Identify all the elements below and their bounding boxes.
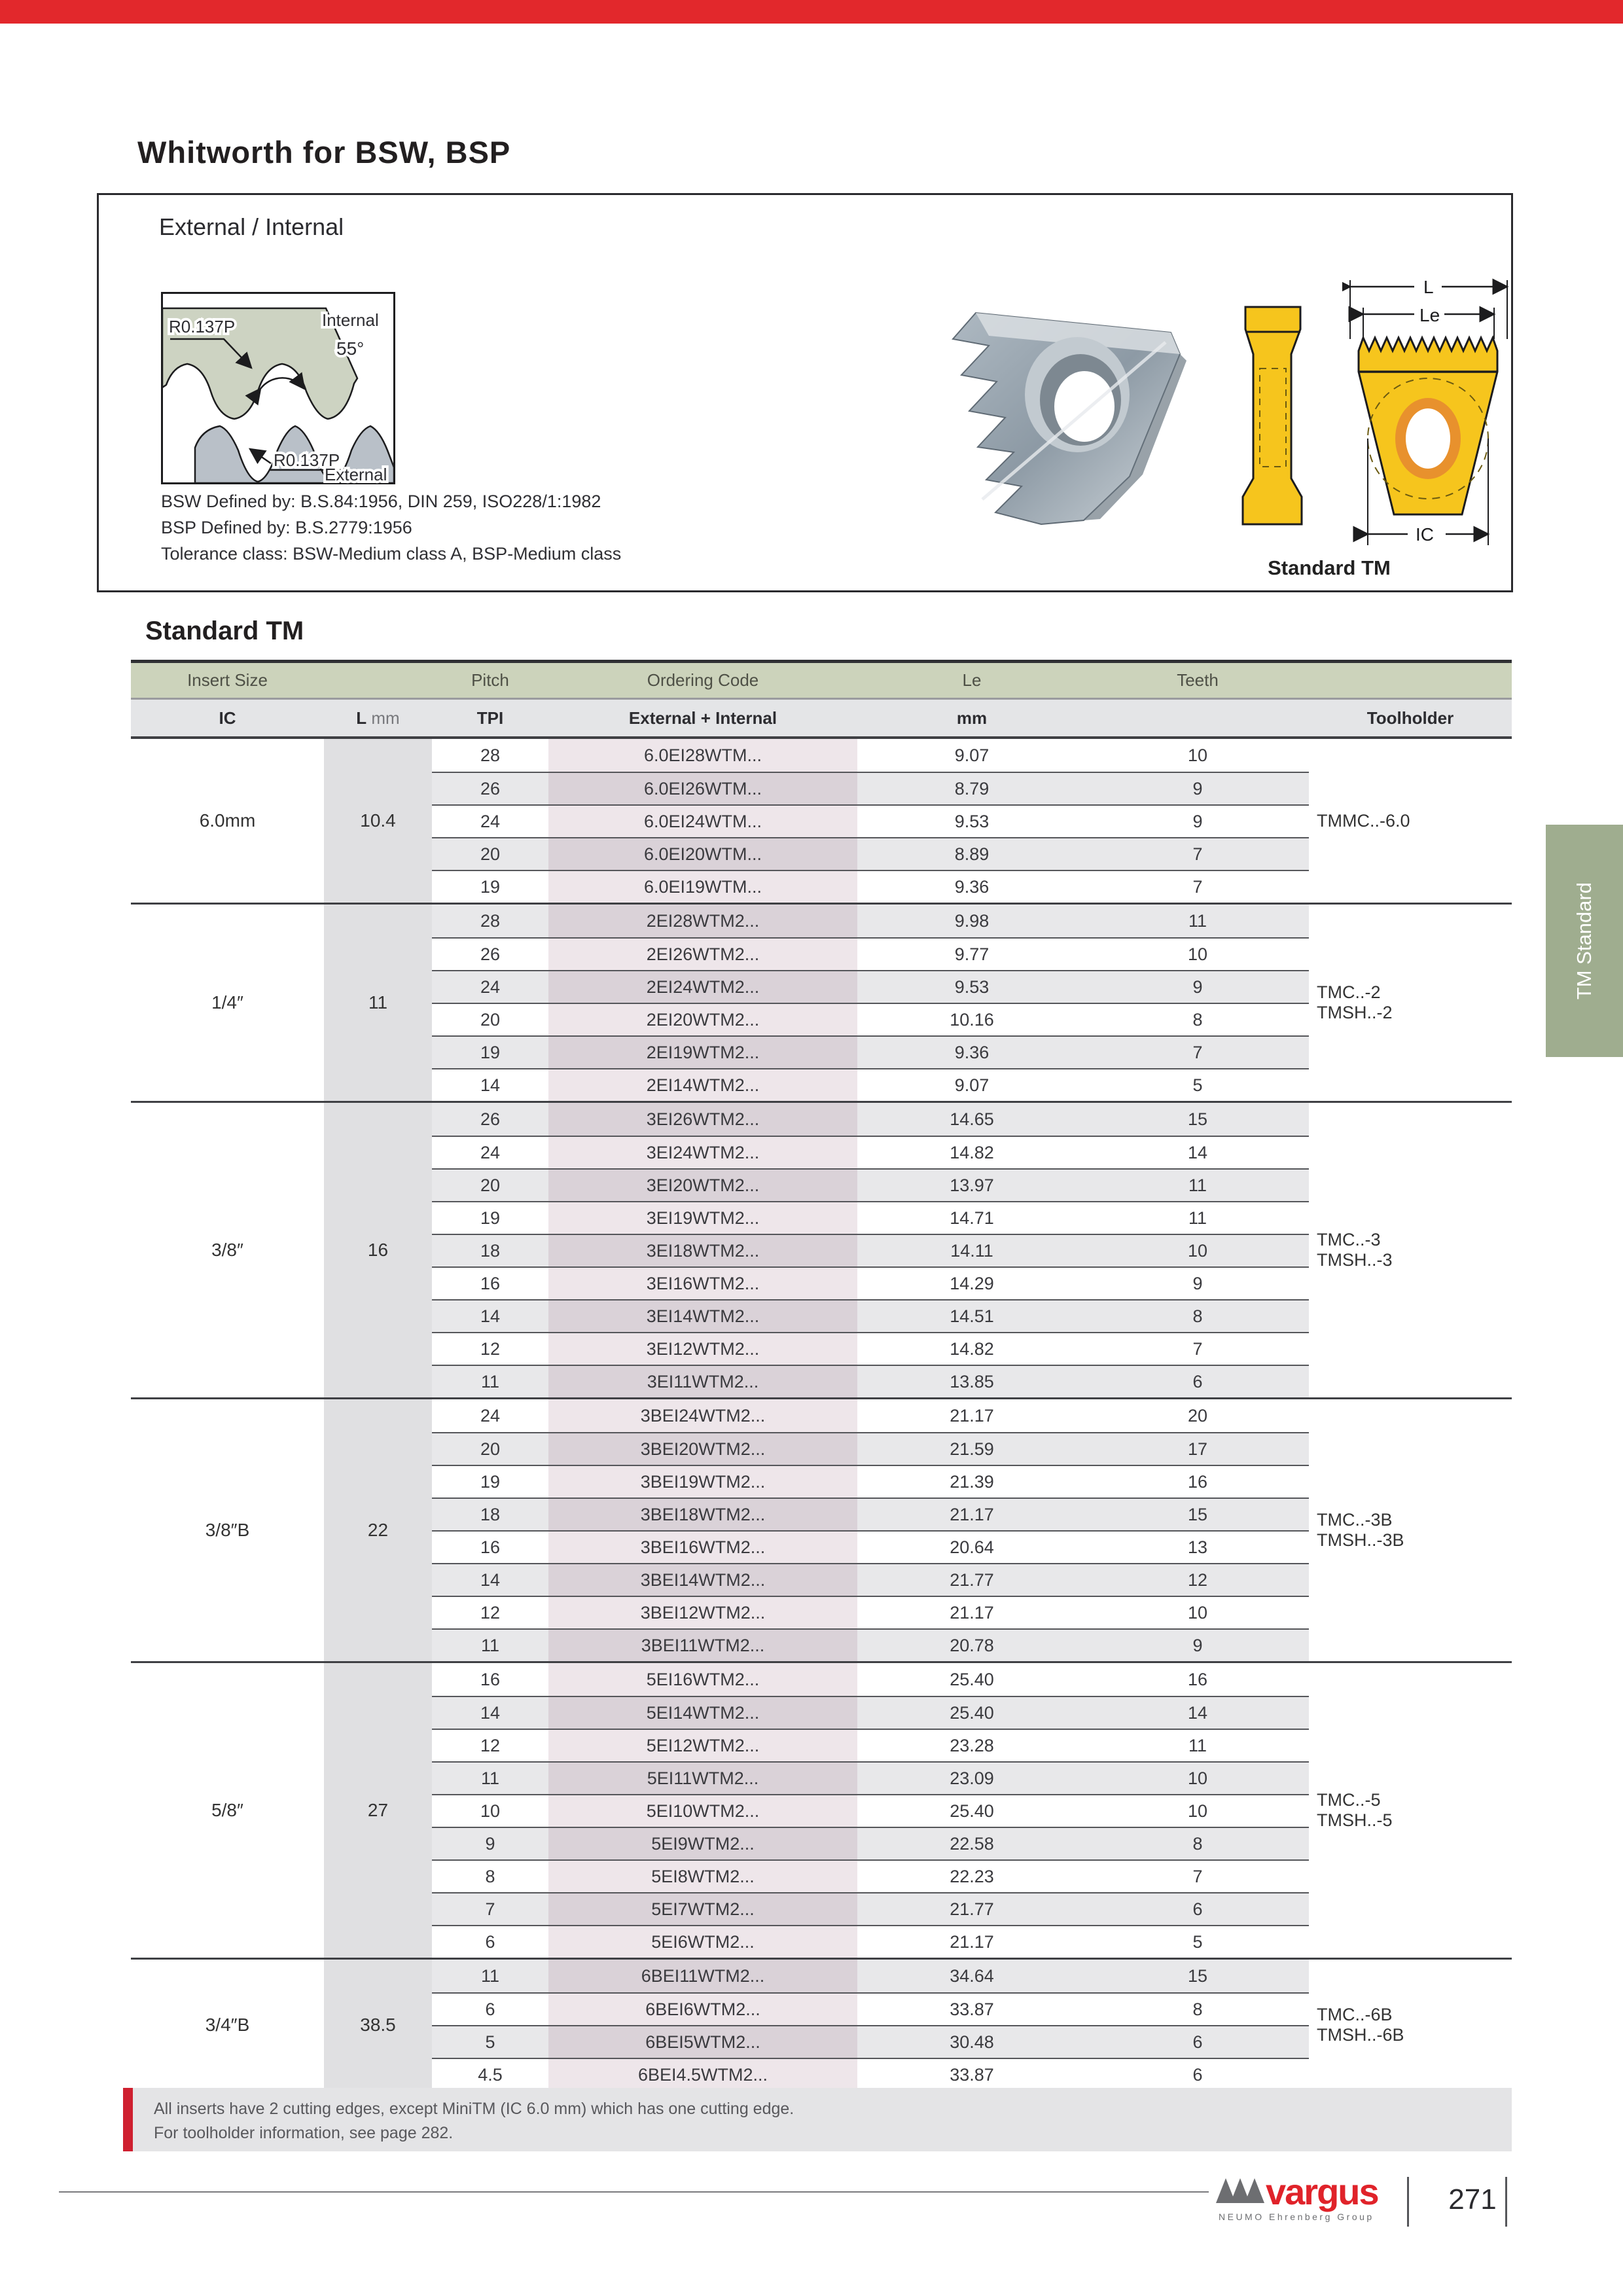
- side-tab-label: TM Standard: [1573, 882, 1596, 1000]
- le-cell: 10.16: [950, 1009, 994, 1030]
- ordering-code-cell: 5EI16WTM2...: [548, 1663, 857, 1696]
- insert-front-view: [1342, 274, 1519, 555]
- toolholder-cell: [1309, 1399, 1512, 1661]
- col-teeth: Teeth: [1177, 670, 1219, 690]
- top-red-bar: [0, 0, 1623, 24]
- table-row: [432, 1892, 1309, 1925]
- toolholder-line: TMSH..-2: [1317, 1003, 1393, 1022]
- tpi-cell: 26: [480, 778, 501, 798]
- tpi-cell: 26: [480, 1109, 501, 1129]
- toolholder-cell: [1309, 1663, 1512, 1958]
- teeth-cell: 9: [1192, 811, 1203, 831]
- table-row: [432, 1696, 1309, 1729]
- tpi-cell: 24: [480, 977, 501, 997]
- table-row: [432, 837, 1309, 870]
- side-tab-tm-standard: [1546, 825, 1623, 1057]
- toolholder-line: TMSH..-3B: [1317, 1530, 1404, 1550]
- teeth-cell: 10: [1187, 944, 1208, 964]
- ordering-code-cell: 3BEI16WTM2...: [548, 1532, 857, 1563]
- ordering-code-cell: 6BEI4.5WTM2...: [548, 2059, 857, 2090]
- teeth-cell: 6: [1192, 2032, 1203, 2052]
- teeth-cell: 15: [1187, 1504, 1208, 1524]
- ordering-code-cell: 5EI8WTM2...: [548, 1861, 857, 1892]
- ordering-code-cell: 5EI14WTM2...: [548, 1697, 857, 1729]
- ordering-code-cell: 3EI14WTM2...: [548, 1300, 857, 1332]
- subcol-ic: IC: [219, 708, 236, 728]
- le-cell: 21.77: [950, 1899, 994, 1919]
- thread-profile-diagram: [161, 292, 395, 484]
- le-cell: 20.64: [950, 1537, 994, 1557]
- insert-table: [131, 660, 1512, 2094]
- ordering-code-cell: 5EI9WTM2...: [548, 1828, 857, 1859]
- ordering-code-cell: 6BEI11WTM2...: [548, 1960, 857, 1992]
- ordering-code-cell: 3EI16WTM2...: [548, 1268, 857, 1299]
- insert-3d-image: [884, 283, 1192, 558]
- table-row: [432, 970, 1309, 1003]
- l-cell: 38.5: [324, 1960, 432, 2090]
- le-cell: 8.79: [954, 778, 990, 798]
- toolholder-line: TMC..-3B: [1317, 1510, 1393, 1530]
- toolholder-line: TMSH..-3: [1317, 1250, 1393, 1270]
- table-row: [432, 1332, 1309, 1365]
- tpi-cell: 14: [480, 1075, 501, 1095]
- tpi-cell: 20: [480, 1175, 501, 1195]
- tpi-cell: 11: [480, 1635, 500, 1655]
- tpi-cell: 7: [485, 1899, 495, 1919]
- insert-size-group: [131, 1661, 1512, 1958]
- le-cell: 14.82: [950, 1338, 994, 1359]
- table-row: [432, 870, 1309, 903]
- ordering-code-cell: 6.0EI28WTM...: [548, 739, 857, 772]
- vargus-logo: [1215, 2172, 1411, 2231]
- teeth-cell: 13: [1187, 1537, 1208, 1557]
- angle-label: 55°: [336, 338, 365, 359]
- teeth-cell: 8: [1192, 1833, 1203, 1854]
- tpi-cell: 24: [480, 1142, 501, 1162]
- bsp-defined-line: BSP Defined by: B.S.2779:1956: [161, 518, 412, 537]
- footnote-line-2: For toolholder information, see page 282.: [154, 2124, 454, 2142]
- teeth-cell: 5: [1192, 1931, 1203, 1952]
- teeth-cell: 14: [1187, 1142, 1208, 1162]
- ordering-code-cell: 5EI6WTM2...: [548, 1926, 857, 1958]
- toolholder-line: TMC..-6B: [1317, 2005, 1393, 2024]
- dim-ic-label: IC: [1416, 524, 1434, 545]
- le-cell: 30.48: [950, 2032, 994, 2052]
- le-cell: 13.85: [950, 1371, 994, 1391]
- le-cell: 21.17: [950, 1504, 994, 1524]
- teeth-cell: 14: [1187, 1702, 1208, 1723]
- ordering-code-cell: 6.0EI24WTM...: [548, 806, 857, 837]
- col-le: Le: [962, 670, 982, 690]
- le-cell: 33.87: [950, 2064, 994, 2085]
- table-row: [432, 1563, 1309, 1596]
- tpi-cell: 20: [480, 1439, 501, 1459]
- tpi-cell: 12: [480, 1338, 501, 1359]
- le-cell: 9.07: [954, 1075, 990, 1095]
- teeth-cell: 7: [1192, 1042, 1203, 1062]
- ordering-code-cell: 3EI26WTM2...: [548, 1103, 857, 1136]
- insert-size-group: [131, 1958, 1512, 2090]
- table-header-row1: [131, 660, 1512, 698]
- tpi-cell: 28: [480, 745, 501, 765]
- le-cell: 22.58: [950, 1833, 994, 1854]
- tpi-cell: 24: [480, 811, 501, 831]
- table-row: [432, 905, 1309, 937]
- table-row: [432, 1399, 1309, 1432]
- subcol-external-internal: External + Internal: [628, 708, 777, 728]
- ordering-code-cell: 2EI20WTM2...: [548, 1004, 857, 1035]
- table-row: [432, 1761, 1309, 1794]
- footnote-line-1: All inserts have 2 cutting edges, except MiniTM (IC 6.0 mm) which has one cutting edge.: [154, 2100, 794, 2118]
- table-row: [432, 1827, 1309, 1859]
- teeth-cell: 20: [1187, 1405, 1208, 1426]
- col-ordering-code: Ordering Code: [647, 670, 759, 690]
- table-row: [432, 1465, 1309, 1498]
- rows-column: [432, 739, 1309, 903]
- table-row: [432, 1103, 1309, 1136]
- l-cell: 22: [324, 1399, 432, 1661]
- table-row: [432, 937, 1309, 970]
- le-cell: 25.40: [950, 1801, 994, 1821]
- ordering-code-cell: 2EI14WTM2...: [548, 1069, 857, 1101]
- logo-subtext: NEUMO Ehrenberg Group: [1219, 2212, 1374, 2222]
- teeth-cell: 9: [1192, 1273, 1203, 1293]
- ordering-code-cell: 3EI20WTM2...: [548, 1170, 857, 1201]
- ordering-code-cell: 2EI24WTM2...: [548, 971, 857, 1003]
- toolholder-line: TMC..-3: [1317, 1230, 1381, 1249]
- le-cell: 21.17: [950, 1405, 994, 1426]
- tpi-cell: 14: [480, 1570, 501, 1590]
- le-cell: 21.77: [950, 1570, 994, 1590]
- le-cell: 21.17: [950, 1602, 994, 1623]
- le-cell: 9.53: [954, 977, 990, 997]
- insert-size-group: [131, 903, 1512, 1101]
- teeth-cell: 5: [1192, 1075, 1203, 1095]
- rows-column: [432, 1399, 1309, 1661]
- le-cell: 14.29: [950, 1273, 994, 1293]
- footer-divider-left: [1407, 2177, 1409, 2227]
- toolholder-cell: [1309, 739, 1512, 903]
- le-cell: 13.97: [950, 1175, 994, 1195]
- table-row: [432, 772, 1309, 804]
- tpi-cell: 16: [480, 1273, 501, 1293]
- ordering-code-cell: 3EI19WTM2...: [548, 1202, 857, 1234]
- tpi-cell: 19: [480, 1208, 501, 1228]
- ordering-code-cell: 3EI24WTM2...: [548, 1137, 857, 1168]
- table-row: [432, 1168, 1309, 1201]
- ordering-code-cell: 3BEI18WTM2...: [548, 1499, 857, 1530]
- table-header-row2: [131, 698, 1512, 736]
- section-title: Standard TM: [145, 617, 304, 645]
- teeth-cell: 11: [1188, 910, 1207, 931]
- le-cell: 9.77: [954, 944, 990, 964]
- table-row: [432, 1432, 1309, 1465]
- table-row: [432, 1003, 1309, 1035]
- ic-cell: 5/8″: [211, 1800, 243, 1820]
- tpi-cell: 24: [480, 1405, 501, 1426]
- toolholder-line: TMC..-5: [1317, 1790, 1381, 1810]
- teeth-cell: 9: [1192, 1635, 1203, 1655]
- teeth-cell: 15: [1187, 1965, 1208, 1986]
- ordering-code-cell: 6BEI6WTM2...: [548, 1994, 857, 2025]
- ordering-code-cell: 3EI18WTM2...: [548, 1235, 857, 1266]
- table-row: [432, 1299, 1309, 1332]
- ordering-code-cell: 5EI7WTM2...: [548, 1893, 857, 1925]
- tpi-cell: 6: [485, 1931, 495, 1952]
- table-row: [432, 1266, 1309, 1299]
- teeth-cell: 10: [1187, 1240, 1208, 1261]
- tpi-cell: 8: [485, 1866, 495, 1886]
- le-cell: 33.87: [950, 1999, 994, 2019]
- ordering-code-cell: 6.0EI19WTM...: [548, 871, 857, 903]
- subcol-toolholder: Toolholder: [1366, 708, 1454, 728]
- table-row: [432, 739, 1309, 772]
- l-cell: 16: [324, 1103, 432, 1397]
- teeth-cell: 9: [1192, 778, 1203, 798]
- le-cell: 21.59: [950, 1439, 994, 1459]
- le-cell: 14.65: [950, 1109, 994, 1129]
- ordering-code-cell: 6.0EI20WTM...: [548, 838, 857, 870]
- ordering-code-cell: 6BEI5WTM2...: [548, 2026, 857, 2058]
- le-cell: 9.98: [954, 910, 990, 931]
- ordering-code-cell: 3BEI20WTM2...: [548, 1433, 857, 1465]
- toolholder-cell: [1309, 1960, 1512, 2090]
- ic-cell: 6.0mm: [199, 810, 256, 831]
- table-row: [432, 1729, 1309, 1761]
- teeth-cell: 6: [1192, 1371, 1203, 1391]
- rows-column: [432, 905, 1309, 1101]
- footnote-box: [133, 2088, 1512, 2151]
- ordering-code-cell: 2EI19WTM2...: [548, 1037, 857, 1068]
- insert-side-view: [1231, 303, 1316, 529]
- table-row: [432, 1530, 1309, 1563]
- teeth-cell: 6: [1192, 1899, 1203, 1919]
- teeth-cell: 11: [1188, 1208, 1207, 1228]
- dim-l-label: L: [1423, 277, 1434, 297]
- tpi-cell: 6: [485, 1999, 495, 2019]
- table-row: [432, 804, 1309, 837]
- footer-rule: [59, 2191, 1209, 2193]
- tpi-cell: 26: [480, 944, 501, 964]
- ordering-code-cell: 2EI28WTM2...: [548, 905, 857, 937]
- teeth-cell: 16: [1187, 1669, 1208, 1689]
- info-box-subtitle: External / Internal: [159, 213, 344, 240]
- tpi-cell: 11: [480, 1768, 500, 1788]
- ordering-code-cell: 3BEI11WTM2...: [548, 1630, 857, 1661]
- tpi-cell: 18: [480, 1240, 501, 1261]
- insert-type-label: Standard TM: [1268, 556, 1391, 579]
- toolholder-line: TMSH..-5: [1317, 1810, 1393, 1830]
- table-row: [432, 1960, 1309, 1992]
- tpi-cell: 10: [480, 1801, 501, 1821]
- tpi-cell: 14: [480, 1306, 501, 1326]
- ordering-code-cell: 6.0EI26WTM...: [548, 773, 857, 804]
- external-radius-label: R0.137P: [274, 450, 340, 470]
- teeth-cell: 7: [1192, 844, 1203, 864]
- le-cell: 9.53: [954, 811, 990, 831]
- teeth-cell: 15: [1187, 1109, 1208, 1129]
- rows-column: [432, 1960, 1309, 2090]
- ic-cell: 3/4″B: [205, 2015, 250, 2035]
- tolerance-line: Tolerance class: BSW-Medium class A, BSP-Medium class: [161, 544, 622, 564]
- le-cell: 8.89: [954, 844, 990, 864]
- le-cell: 9.07: [954, 745, 990, 765]
- toolholder-line: TMMC..-6.0: [1317, 810, 1410, 831]
- tpi-cell: 20: [480, 1009, 501, 1030]
- le-cell: 22.23: [950, 1866, 994, 1886]
- footnote-red-accent: [123, 2088, 133, 2151]
- bsw-defined-line: BSW Defined by: B.S.84:1956, DIN 259, ISO228/1:1982: [161, 492, 601, 511]
- teeth-cell: 6: [1192, 2064, 1203, 2085]
- tpi-cell: 12: [480, 1735, 501, 1755]
- le-cell: 21.17: [950, 1931, 994, 1952]
- external-label: External: [325, 465, 387, 484]
- ordering-code-cell: 3BEI14WTM2...: [548, 1564, 857, 1596]
- table-row: [432, 1136, 1309, 1168]
- footer-divider-right: [1505, 2177, 1507, 2227]
- ordering-code-cell: 3EI11WTM2...: [548, 1366, 857, 1397]
- teeth-cell: 10: [1187, 1602, 1208, 1623]
- table-row: [432, 1663, 1309, 1696]
- teeth-cell: 7: [1192, 1338, 1203, 1359]
- tpi-cell: 19: [480, 876, 501, 897]
- le-cell: 20.78: [950, 1635, 994, 1655]
- tpi-cell: 19: [480, 1471, 501, 1492]
- table-row: [432, 1201, 1309, 1234]
- teeth-cell: 7: [1192, 1866, 1203, 1886]
- ordering-code-cell: 3BEI24WTM2...: [548, 1399, 857, 1432]
- insert-size-group: [131, 739, 1512, 903]
- table-row: [432, 1365, 1309, 1397]
- internal-label: Internal: [322, 310, 379, 330]
- le-cell: 9.36: [954, 876, 990, 897]
- tpi-cell: 19: [480, 1042, 501, 1062]
- teeth-cell: 11: [1188, 1175, 1207, 1195]
- ic-cell: 3/8″: [211, 1240, 243, 1260]
- toolholder-cell: [1309, 905, 1512, 1101]
- ic-cell: 3/8″B: [205, 1520, 250, 1540]
- tpi-cell: 5: [485, 2032, 495, 2052]
- ordering-code-cell: 2EI26WTM2...: [548, 939, 857, 970]
- table-row: [432, 1068, 1309, 1101]
- teeth-cell: 10: [1187, 1768, 1208, 1788]
- le-cell: 14.11: [950, 1240, 993, 1261]
- subcol-tpi: TPI: [476, 708, 504, 728]
- tpi-cell: 12: [480, 1602, 501, 1623]
- table-row: [432, 1794, 1309, 1827]
- table-row: [432, 1992, 1309, 2025]
- table-row: [432, 1498, 1309, 1530]
- ordering-code-cell: 5EI11WTM2...: [548, 1763, 857, 1794]
- le-cell: 9.36: [954, 1042, 990, 1062]
- toolholder-line: TMC..-2: [1317, 982, 1381, 1002]
- subcol-l: L mm: [356, 708, 400, 728]
- teeth-cell: 12: [1187, 1570, 1208, 1590]
- le-cell: 25.40: [950, 1702, 994, 1723]
- tpi-cell: 14: [480, 1702, 501, 1723]
- le-cell: 14.51: [950, 1306, 994, 1326]
- teeth-cell: 7: [1192, 876, 1203, 897]
- insert-size-group: [131, 1101, 1512, 1397]
- l-cell: 11: [324, 905, 432, 1101]
- le-cell: 23.09: [950, 1768, 994, 1788]
- rows-column: [432, 1663, 1309, 1958]
- table-row: [432, 2058, 1309, 2090]
- insert-size-group: [131, 1397, 1512, 1661]
- teeth-cell: 8: [1192, 1306, 1203, 1326]
- tpi-cell: 11: [480, 1371, 500, 1391]
- ordering-code-cell: 5EI12WTM2...: [548, 1730, 857, 1761]
- tpi-cell: 18: [480, 1504, 501, 1524]
- toolholder-line: TMSH..-6B: [1317, 2025, 1404, 2045]
- dim-le-label: Le: [1419, 305, 1440, 325]
- teeth-cell: 17: [1187, 1439, 1208, 1459]
- tpi-cell: 11: [480, 1965, 500, 1986]
- tpi-cell: 16: [480, 1669, 501, 1689]
- teeth-cell: 10: [1187, 1801, 1208, 1821]
- internal-radius-label: R0.137P: [169, 317, 236, 336]
- table-row: [432, 1596, 1309, 1628]
- le-cell: 14.71: [950, 1208, 994, 1228]
- table-row: [432, 2025, 1309, 2058]
- teeth-cell: 9: [1192, 977, 1203, 997]
- logo-text: vargus: [1266, 2172, 1378, 2212]
- l-cell: 10.4: [324, 739, 432, 903]
- table-row: [432, 1859, 1309, 1892]
- le-cell: 34.64: [950, 1965, 994, 1986]
- page-number: 271: [1448, 2183, 1497, 2215]
- table-row: [432, 1035, 1309, 1068]
- teeth-cell: 8: [1192, 1999, 1203, 2019]
- col-insert-size: Insert Size: [187, 670, 268, 690]
- ic-cell: 1/4″: [211, 992, 243, 1013]
- ordering-code-cell: 3BEI19WTM2...: [548, 1466, 857, 1498]
- le-cell: 23.28: [950, 1735, 994, 1755]
- tpi-cell: 28: [480, 910, 501, 931]
- teeth-cell: 11: [1188, 1735, 1207, 1755]
- tpi-cell: 16: [480, 1537, 501, 1557]
- le-cell: 21.39: [950, 1471, 994, 1492]
- table-row: [432, 1234, 1309, 1266]
- ordering-code-cell: 5EI10WTM2...: [548, 1795, 857, 1827]
- le-cell: 25.40: [950, 1669, 994, 1689]
- subcol-mm: mm: [956, 708, 988, 728]
- le-cell: 14.82: [950, 1142, 994, 1162]
- l-cell: 27: [324, 1663, 432, 1958]
- page-title: Whitworth for BSW, BSP: [137, 135, 511, 170]
- ordering-code-cell: 3BEI12WTM2...: [548, 1597, 857, 1628]
- col-pitch: Pitch: [471, 670, 509, 690]
- tpi-cell: 9: [485, 1833, 495, 1854]
- teeth-cell: 10: [1187, 745, 1208, 765]
- tpi-cell: 4.5: [478, 2064, 503, 2085]
- teeth-cell: 8: [1192, 1009, 1203, 1030]
- tpi-cell: 20: [480, 844, 501, 864]
- table-body: [131, 736, 1512, 2094]
- table-row: [432, 1628, 1309, 1661]
- info-box: [97, 193, 1513, 592]
- ordering-code-cell: 3EI12WTM2...: [548, 1333, 857, 1365]
- table-row: [432, 1925, 1309, 1958]
- rows-column: [432, 1103, 1309, 1397]
- teeth-cell: 16: [1187, 1471, 1208, 1492]
- thread-standard-notes: [161, 488, 621, 567]
- toolholder-cell: [1309, 1103, 1512, 1397]
